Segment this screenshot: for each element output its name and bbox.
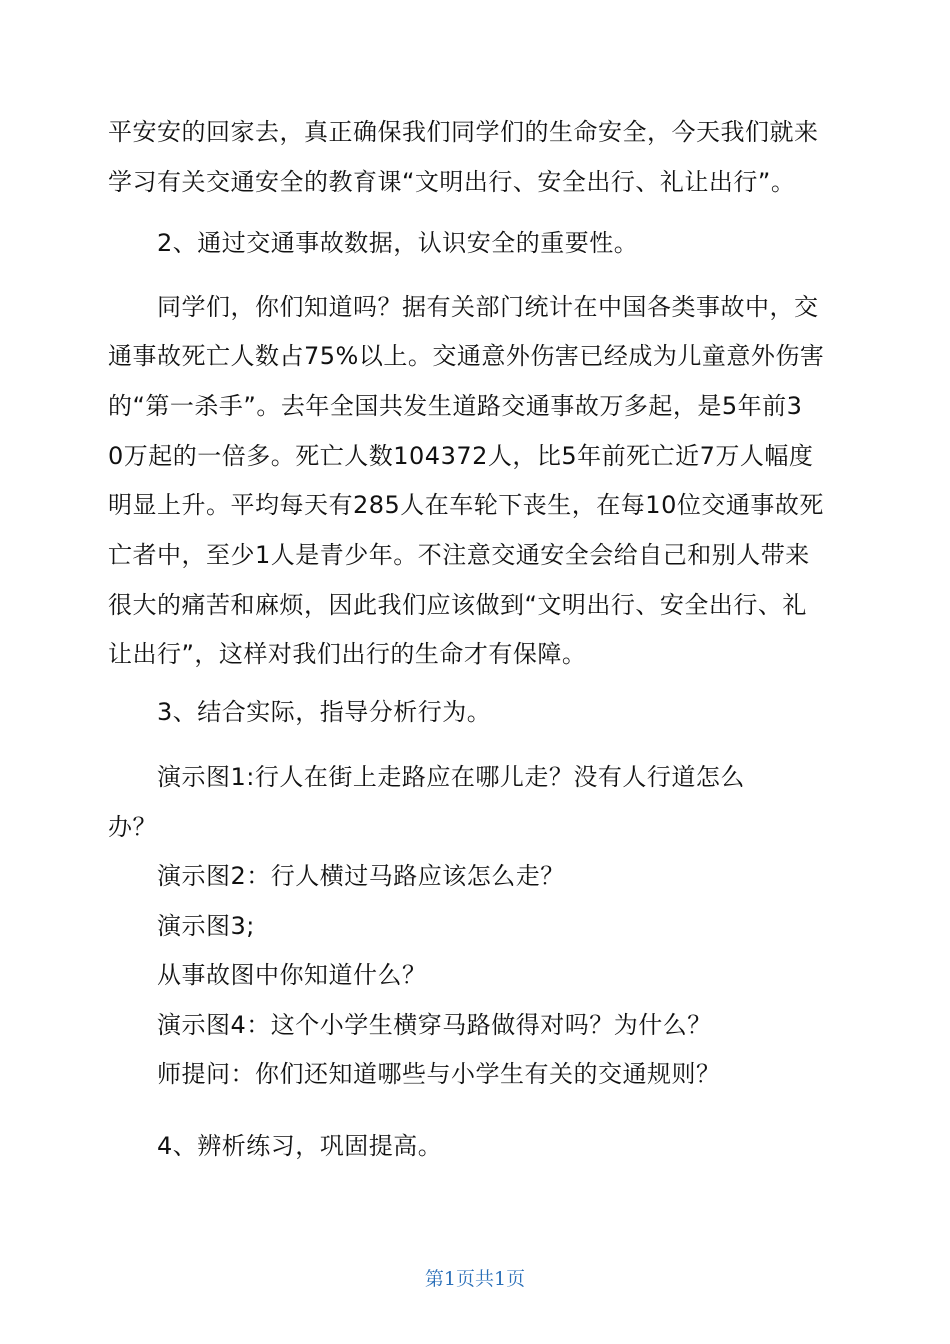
paragraph-line: 演示图4：这个小学生横穿马路做得对吗？为什么？ — [157, 1011, 712, 1039]
paragraph-line: 演示图3; — [157, 912, 255, 940]
paragraph-line: 同学们，你们知道吗？据有关部门统计在中国各类事故中，交 — [157, 293, 819, 321]
paragraph-line: 亡者中，至少1人是青少年。不注意交通安全会给自己和别人带来 — [108, 541, 810, 569]
paragraph-line: 很大的痛苦和麻烦，因此我们应该做到“文明出行、安全出行、礼 — [108, 591, 807, 619]
paragraph-line: 让出行”，这样对我们出行的生命才有保障。 — [108, 640, 587, 668]
paragraph-line: 师提问：你们还知道哪些与小学生有关的交通规则？ — [157, 1060, 721, 1088]
section-heading: 4、辨析练习，巩固提高。 — [157, 1132, 443, 1160]
paragraph-line: 0万起的一倍多。死亡人数104372人，比5年前死亡近7万人幅度 — [108, 442, 814, 470]
paragraph-line: 从事故图中你知道什么？ — [157, 961, 427, 989]
section-heading: 3、结合实际，指导分析行为。 — [157, 698, 492, 726]
paragraph-line: 平安安的回家去，真正确保我们同学们的生命安全，今天我们就来 — [108, 118, 819, 146]
section-heading: 2、通过交通事故数据，认识安全的重要性。 — [157, 229, 639, 257]
paragraph-line: 演示图1:行人在街上走路应在哪儿走？没有人行道怎么 — [157, 763, 745, 791]
paragraph-line: 演示图2：行人横过马路应该怎么走？ — [157, 862, 565, 890]
page-number-footer: 第1页共1页 — [424, 1268, 526, 1290]
paragraph-line: 的“第一杀手”。去年全国共发生道路交通事故万多起，是5年前3 — [108, 392, 803, 420]
paragraph-line: 通事故死亡人数占75%以上。交通意外伤害已经成为儿童意外伤害 — [108, 342, 825, 370]
paragraph-line: 办？ — [108, 813, 157, 841]
paragraph-line: 学习有关交通安全的教育课“文明出行、安全出行、礼让出行”。 — [108, 168, 796, 196]
paragraph-line: 明显上升。平均每天有285人在车轮下丧生，在每10位交通事故死 — [108, 491, 824, 519]
